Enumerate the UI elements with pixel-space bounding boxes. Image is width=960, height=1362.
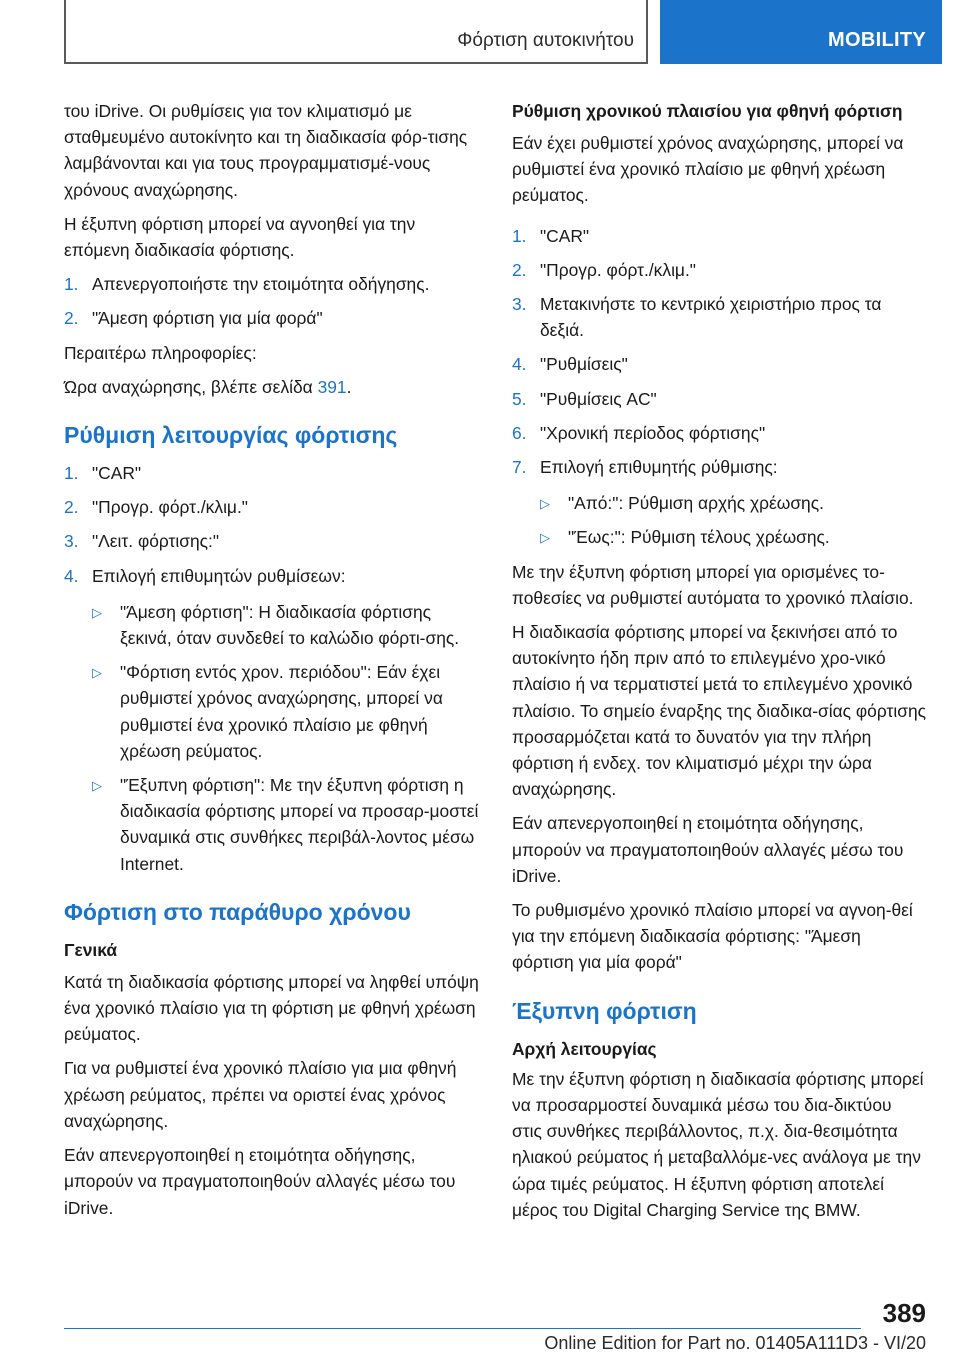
triangle-right-icon: ▷	[92, 604, 102, 620]
step-number: 1.	[64, 463, 79, 484]
list-item: 1. "CAR"	[512, 223, 926, 249]
step-number: 4.	[512, 354, 527, 375]
list-item: 3. Μετακινήστε το κεντρικό χειριστήριο προς τα δεξιά.	[512, 291, 926, 343]
list-item: 2. "Προγρ. φόρτ./κλιμ."	[64, 494, 482, 520]
footer-divider	[64, 1328, 861, 1329]
general-paragraph-1: Κατά τη διαδικασία φόρτισης μπορεί να ληφθεί υπόψη ένα χρονικό πλαίσιο για τη φόρτιση με φθηνή χρέωση ρεύματος.	[64, 971, 479, 1045]
header-left-box	[64, 0, 648, 64]
set-window-paragraph: Εάν έχει ρυθμιστεί χρόνος αναχώρησης, μπορεί να ρυθμιστεί ένα χρονικό πλαίσιο με φθηνή χρέωση ρεύματος.	[512, 133, 904, 206]
intro-paragraph: του iDrive. Οι ρυθμίσεις για τον κλιματισμό με σταθμευμένο αυτοκίνητο και τη διαδικασία φόρ-τισης λαμβάνονται και για τους προγραμματισμέ-νους χρόνους αναχώρησης.	[64, 101, 468, 200]
list-item: 2. "Άμεση φόρτιση για μία φορά"	[64, 305, 482, 331]
list-item: 2. "Προγρ. φόρτ./κλιμ."	[512, 257, 926, 283]
left-column	[64, 98, 482, 1229]
step-number: 2.	[512, 259, 527, 280]
list-item: 3. "Λειτ. φόρτισης:"	[64, 528, 482, 554]
sub-list-item: ▷ "Έξυπνη φόρτιση": Με την έξυπνη φόρτιση η διαδικασία φόρτισης μπορεί να προσαρ-μοστεί δυναμικά στις συνθήκες περιβάλ-λοντος μέσω Internet.	[92, 775, 479, 874]
step-number: 3.	[64, 531, 79, 552]
triangle-right-icon: ▷	[92, 665, 102, 681]
list-item: 7. Επιλογή επιθυμητής ρύθμισης: ▷ "Από:": Ρύθμιση αρχής χρέωσης. ▷ "Έως:": Ρύθμιση τέλους χρέωσης.	[512, 454, 926, 551]
heading-principle: Αρχή λειτουργίας	[512, 1038, 657, 1059]
step-number: 2.	[64, 308, 79, 329]
triangle-right-icon: ▷	[540, 530, 550, 546]
step-number: 1.	[512, 225, 527, 246]
list-item: 4. "Ρυθμίσεις"	[512, 351, 926, 377]
step-number: 4.	[64, 565, 79, 586]
heading-smart-charging: Έξυπνη φόρτιση	[512, 997, 697, 1024]
triangle-right-icon: ▷	[92, 778, 102, 794]
heading-time-window: Φόρτιση στο παράθυρο χρόνου	[64, 898, 411, 925]
smart-charging-paragraph: Με την έξυπνη φόρτιση η διαδικασία φόρτισης μπορεί να προσαρμοστεί δυναμικά μέσω του δια-δικτύου στις συνθήκες περιβάλλοντος, π.χ. δια-θεσιμότητα ηλιακού ρεύματος ή μεταβαλλόμε-νες ανάλογα με την ώρα τιμές ρεύματος. Η έξυπνη φόρτιση αποτελεί μέρος του Digital Charging Service της BMW.	[512, 1068, 924, 1220]
step-number: 2.	[64, 497, 79, 518]
page-link[interactable]: 391	[317, 376, 347, 397]
step-list-window	[512, 223, 926, 551]
heading-set-window: Ρύθμιση χρονικού πλαισίου για φθηνή φόρτιση	[512, 101, 903, 121]
page-number: 389	[882, 1298, 926, 1328]
step-list-mode	[64, 460, 482, 877]
step-list-ignore	[64, 271, 482, 331]
step-number: 1.	[64, 274, 79, 295]
list-item: 4. Επιλογή επιθυμητών ρυθμίσεων: ▷ "Άμεση φόρτιση": Η διαδικασία φόρτισης ξεκινά, όταν συνδεθεί το καλώδιο φόρτι-σης. ▷ "Φόρτιση εντός χρον. περιόδου": Εάν έχει ρυθμιστεί χρόνος αναχώρησης, μπορεί να ρυθμιστεί ένα χρονικό πλαίσιο με φθηνή χρέωση ρεύματος. ▷ "Έξυπνη φόρτιση": Με την έξυπνη φόρτιση η διαδικασία φόρτισης μπορεί να προσαρ-μοστεί δυναμικά στις συνθήκες περιβάλ-λοντος μέσω Internet.	[64, 563, 482, 877]
step-number: 7.	[512, 457, 527, 478]
right-column	[512, 98, 926, 1231]
sub-list-item: ▷ "Έως:": Ρύθμιση τέλους χρέωσης.	[540, 524, 926, 550]
triangle-right-icon: ▷	[540, 496, 550, 512]
option-list	[540, 490, 926, 550]
step-number: 5.	[512, 388, 527, 409]
ignore-window-paragraph: Το ρυθμισμένο χρονικό πλαίσιο μπορεί να αγνοη-θεί για την επόμενη διαδικασία φόρτισης: "Άμεση φόρτιση για μία φορά"	[512, 900, 913, 973]
list-item: 6. "Χρονική περίοδος φόρτισης"	[512, 420, 926, 446]
heading-charging-mode: Ρύθμιση λειτουργίας φόρτισης	[64, 422, 398, 449]
header-section-label: MOBILITY	[828, 29, 926, 51]
more-info-label: Περαιτέρω πληροφορίες:	[64, 342, 257, 363]
sub-list-item: ▷ "Φόρτιση εντός χρον. περιόδου": Εάν έχει ρυθμιστεί χρόνος αναχώρησης, μπορεί να ρυθμιστεί ένα χρονικό πλαίσιο με φθηνή χρέωση ρεύματος.	[92, 662, 443, 761]
list-item: 1. "CAR"	[64, 460, 482, 486]
page-reference: Ώρα αναχώρησης, βλέπε σελίδα 391.	[64, 376, 352, 397]
idrive-paragraph: Εάν απενεργοποιηθεί η ετοιμότητα οδήγησης, μπορούν να πραγματοποιηθούν αλλαγές μέσω του iDrive.	[512, 813, 904, 886]
list-item: 1. Απενεργοποιήστε την ετοιμότητα οδήγησης.	[64, 271, 482, 297]
list-item: 5. "Ρυθμίσεις AC"	[512, 386, 926, 412]
sub-list-item: ▷ "Από:": Ρύθμιση αρχής χρέωσης.	[540, 490, 926, 516]
header-section-tab	[660, 0, 942, 64]
general-paragraph-3: Εάν απενεργοποιηθεί η ετοιμότητα οδήγησης, μπορούν να πραγματοποιηθούν αλλαγές μέσω του iDrive.	[64, 1145, 456, 1218]
general-paragraph-2: Για να ρυθμιστεί ένα χρονικό πλαίσιο για μια φθηνή χρέωση ρεύματος, πρέπει να οριστεί ένας χρόνος αναχώρησης.	[64, 1058, 457, 1131]
heading-general: Γενικά	[64, 939, 118, 960]
start-end-paragraph: Η διαδικασία φόρτισης μπορεί να ξεκινήσει από το αυτοκίνητο ήδη πριν από το επιλεγμένο χρο-νικό πλαίσιο ή να τερματιστεί μετά το επιλεγμένο χρονικό πλαίσιο. Το σημείο έναρξης της διαδικα-σίας φόρτισης προσαρμόζεται κατά το δυνατόν για την πλήρη φόρτιση ή ενδεχ. τον κλιματισμό μέχρι την ώρα αναχώρησης.	[512, 622, 926, 800]
auto-window-paragraph: Με την έξυπνη φόρτιση μπορεί για ορισμένες το-ποθεσίες να ρυθμιστεί αυτόματα το χρονικό πλαίσιο.	[512, 561, 914, 608]
step-number: 3.	[512, 294, 527, 315]
footer-edition: Online Edition for Part no. 01405A111D3 - VI/20	[544, 1333, 926, 1353]
step-number: 6.	[512, 422, 527, 443]
ignore-paragraph: Η έξυπνη φόρτιση μπορεί να αγνοηθεί για την επόμενη διαδικασία φόρτισης.	[64, 213, 416, 261]
option-list	[92, 599, 482, 877]
sub-list-item: ▷ "Άμεση φόρτιση": Η διαδικασία φόρτισης ξεκινά, όταν συνδεθεί το καλώδιο φόρτι-σης.	[92, 601, 460, 649]
header-title: Φόρτιση αυτοκινήτου	[457, 30, 634, 51]
